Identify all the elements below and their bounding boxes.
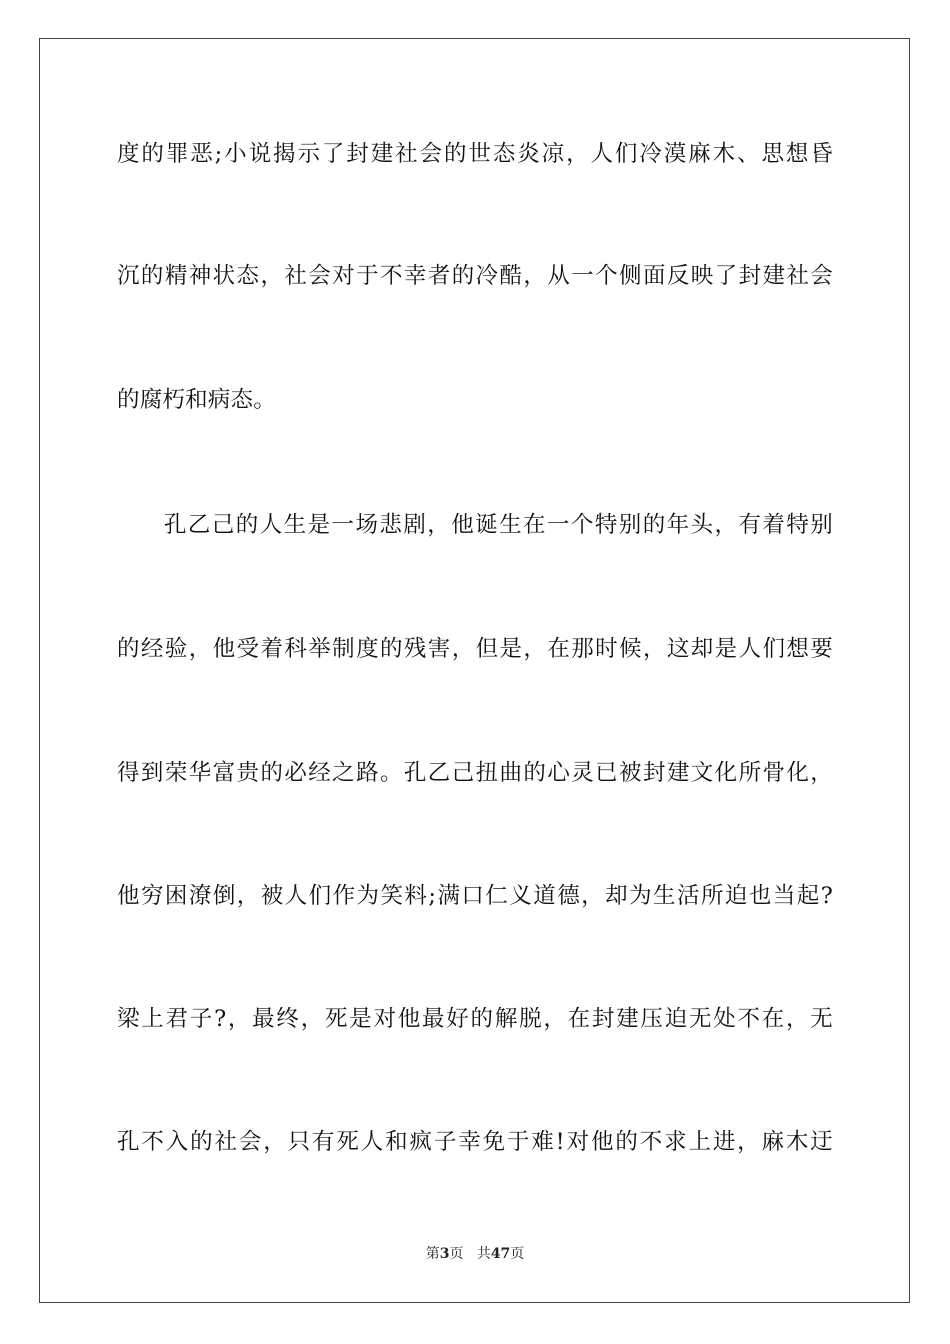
text-line-1: 度的罪恶;小说揭示了封建社会的世态炎凉，人们冷漠麻木、思想昏 bbox=[117, 141, 833, 167]
page-border bbox=[39, 38, 910, 1303]
footer-page-number: 3 bbox=[439, 1246, 450, 1262]
page-footer bbox=[0, 1244, 950, 1264]
text-line-6: 得到荣华富贵的必经之路。孔乙己扭曲的心灵已被封建文化所骨化， bbox=[117, 760, 833, 786]
footer-total-pages: 47 bbox=[490, 1246, 511, 1262]
footer-page-prefix: 第 bbox=[425, 1246, 440, 1262]
text-line-7: 他穷困潦倒，被人们作为笑料;满口仁义道德，却为生活所迫也当起? bbox=[117, 883, 833, 909]
text-line-3: 的腐朽和病态。 bbox=[117, 387, 276, 413]
footer-total-suffix: 页 bbox=[510, 1246, 525, 1262]
text-line-5: 的经验，他受着科举制度的残害，但是，在那时候，这却是人们想要 bbox=[117, 636, 833, 662]
footer-page-suffix: 页 bbox=[449, 1246, 464, 1262]
text-line-8: 梁上君子?，最终，死是对他最好的解脱，在封建压迫无处不在，无 bbox=[117, 1006, 833, 1032]
text-line-9: 孔不入的社会，只有死人和疯子幸免于难!对他的不求上进，麻木迂 bbox=[117, 1129, 833, 1155]
paragraph-start-line: 孔乙己的人生是一场悲剧，他诞生在一个特别的年头，有着特别 bbox=[164, 512, 833, 538]
footer-total-prefix: 共 bbox=[476, 1246, 491, 1262]
text-line-2: 沉的精神状态，社会对于不幸者的冷酷，从一个侧面反映了封建社会 bbox=[117, 263, 833, 289]
